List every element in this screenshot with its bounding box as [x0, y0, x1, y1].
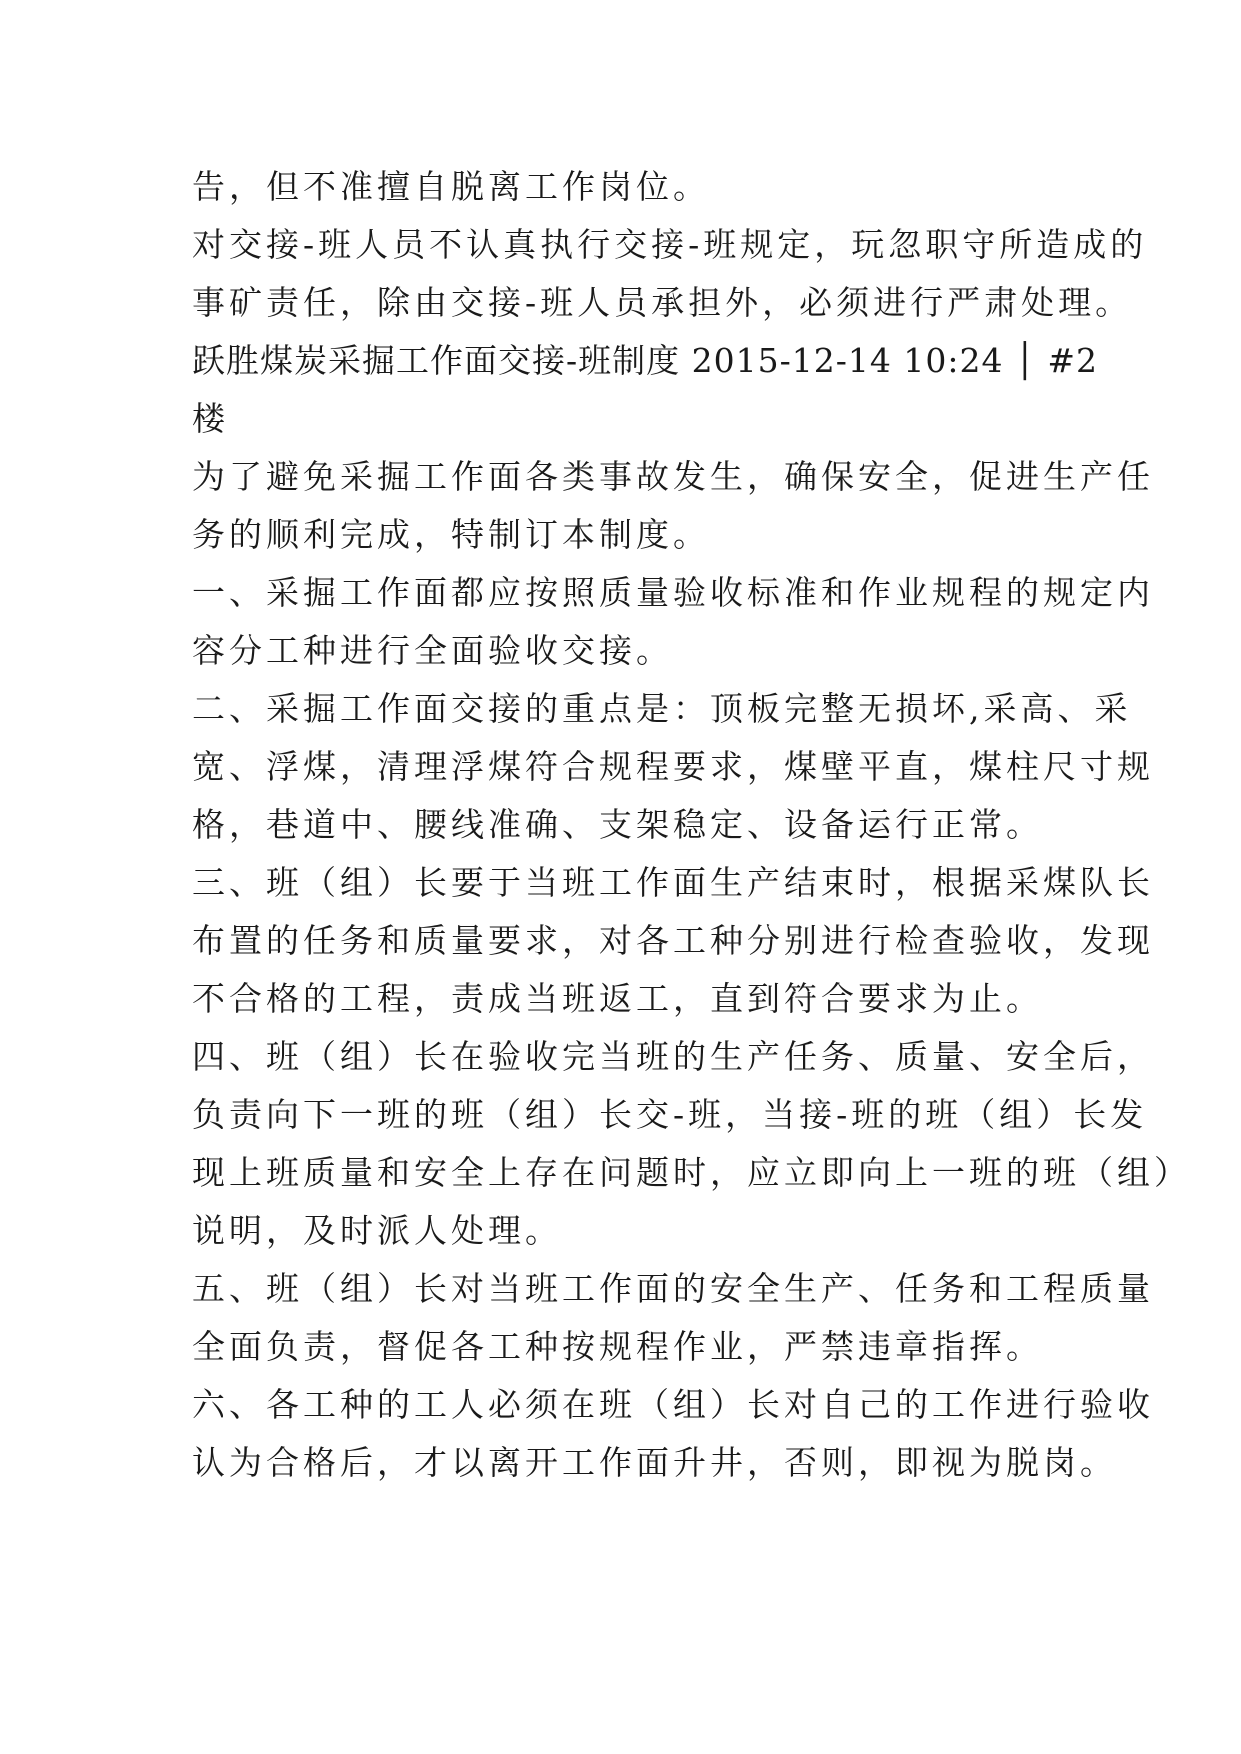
text-line: 不合格的工程，责成当班返工，直到符合要求为止。	[192, 979, 1043, 1018]
document-body	[192, 158, 1191, 1492]
text-line: 三、班（组）长要于当班工作面生产结束时，根据采煤队长	[192, 863, 1154, 902]
text-line: 宽、浮煤，清理浮煤符合规程要求，煤壁平直，煤柱尺寸规	[192, 747, 1154, 786]
text-line: 现上班质量和安全上存在问题时，应立即向上一班的班（组）	[192, 1153, 1191, 1192]
text-line: 事矿责任，除由交接-班人员承担外，必须进行严肃处理。	[192, 283, 1133, 322]
text-line: 二、采掘工作面交接的重点是：顶板完整无损坏,采高、采	[192, 689, 1132, 728]
text-line: 一、采掘工作面都应按照质量验收标准和作业规程的规定内	[192, 573, 1154, 612]
text-line: 对交接-班人员不认真执行交接-班规定，玩忽职守所造成的	[192, 225, 1148, 264]
text-line: 全面负责，督促各工种按规程作业，严禁违章指挥。	[192, 1327, 1043, 1366]
post-title-line: 跃胜煤炭采掘工作面交接-班制度 2015-12-14 10:24 │ #2	[192, 341, 1098, 380]
text-line: 格，巷道中、腰线准确、支架稳定、设备运行正常。	[192, 805, 1043, 844]
text-line: 说明，及时派人处理。	[192, 1211, 562, 1250]
text-line: 六、各工种的工人必须在班（组）长对自己的工作进行验收	[192, 1385, 1154, 1424]
text-line: 认为合格后，才以离开工作面升井，否则，即视为脱岗。	[192, 1443, 1117, 1482]
text-line: 务的顺利完成，特制订本制度。	[192, 515, 710, 554]
text-line: 告，但不准擅自脱离工作岗位。	[192, 167, 710, 206]
floor-label-line: 楼	[192, 399, 229, 438]
text-line: 五、班（组）长对当班工作面的安全生产、任务和工程质量	[192, 1269, 1154, 1308]
text-line: 容分工种进行全面验收交接。	[192, 631, 673, 670]
text-line: 布置的任务和质量要求，对各工种分别进行检查验收，发现	[192, 921, 1154, 960]
text-line: 四、班（组）长在验收完当班的生产任务、质量、安全后，	[192, 1037, 1154, 1076]
text-line: 负责向下一班的班（组）长交-班，当接-班的班（组）长发	[192, 1095, 1148, 1134]
text-line: 为了避免采掘工作面各类事故发生，确保安全，促进生产任	[192, 457, 1154, 496]
